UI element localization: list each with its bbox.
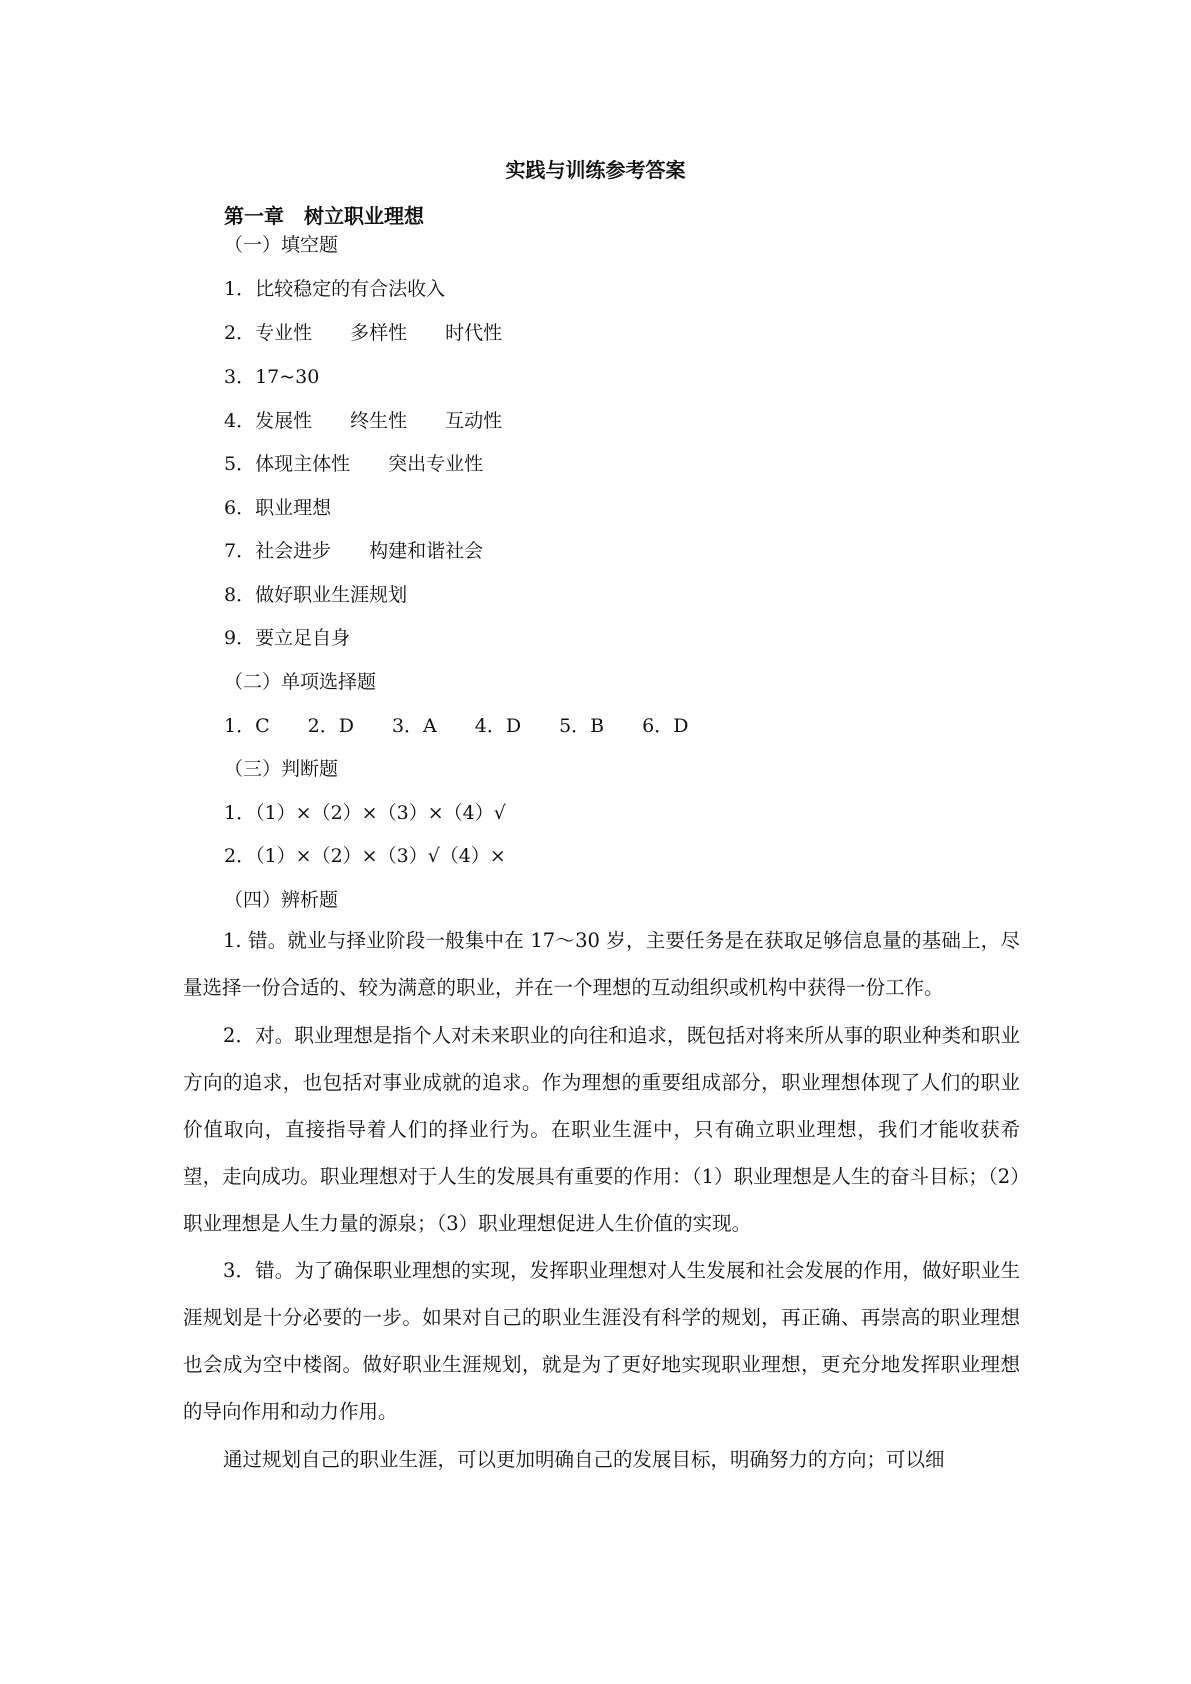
fill-blank-item: 9．要立足自身 bbox=[224, 627, 351, 649]
analysis-paragraph: 2．对。职业理想是指个人对未来职业的向往和追求，既包括对将来所从事的职业种类和职业方向的追求，也包括对事业成就的追求。作为理想的重要组成部分，职业理想体现了人们的职业价值取向，直接指导着人们的择业行为。在职业生涯中，只有确立职业理想，我们才能收获希望，走向成功。职业理想对于人生的发展具有重要的作用：（1）职业理想是人生的奋斗目标；（2）职业理想是人生力量的源泉；（3）职业理想促进人生价值的实现。 bbox=[183, 1024, 1020, 1235]
fill-blank-item: 3．17~30 bbox=[224, 366, 320, 388]
analysis-paragraph: 通过规划自己的职业生涯，可以更加明确自己的发展目标，明确努力的方向；可以细 bbox=[223, 1448, 945, 1471]
true-false-item: 1．（1）×（2）×（3）×（4）√ bbox=[224, 802, 506, 824]
chapter-heading: 第一章 树立职业理想 bbox=[224, 204, 424, 228]
fill-blank-item: 1．比较稳定的有合法收入 bbox=[224, 278, 446, 300]
fill-blank-item: 7．社会进步 构建和谐社会 bbox=[224, 540, 484, 562]
true-false-item: 2．（1）×（2）×（3）√（4）× bbox=[224, 845, 506, 867]
section-heading-analysis: （四）辨析题 bbox=[224, 889, 339, 911]
fill-blank-item: 4．发展性 终生性 互动性 bbox=[224, 410, 503, 432]
fill-blank-item: 2．专业性 多样性 时代性 bbox=[224, 322, 503, 344]
section-heading-single-choice: （二）单项选择题 bbox=[224, 671, 377, 693]
single-choice-answers: 1．C 2．D 3．A 4．D 5．B 6．D bbox=[224, 715, 689, 737]
section-heading-fill-blank: （一）填空题 bbox=[224, 234, 339, 256]
analysis-paragraph: 3．错。为了确保职业理想的实现，发挥职业理想对人生发展和社会发展的作用，做好职业生涯规划是十分必要的一步。如果对自己的职业生涯没有科学的规划，再正确、再崇高的职业理想也会成为空中楼阁。做好职业生涯规划，就是为了更好地实现职业理想，更充分地发挥职业理想的导向作用和动力作用。 bbox=[183, 1259, 1020, 1423]
fill-blank-item: 6．职业理想 bbox=[224, 497, 332, 519]
document-title: 实践与训练参考答案 bbox=[505, 158, 686, 182]
section-heading-true-false: （三）判断题 bbox=[224, 758, 339, 780]
fill-blank-item: 5．体现主体性 突出专业性 bbox=[224, 453, 484, 475]
fill-blank-item: 8．做好职业生涯规划 bbox=[224, 584, 408, 606]
analysis-paragraph: 1. 错。就业与择业阶段一般集中在 17～30 岁，主要任务是在获取足够信息量的基础上，尽量选择一份合适的、较为满意的职业，并在一个理想的互动组织或机构中获得一份工作。 bbox=[183, 929, 1020, 999]
